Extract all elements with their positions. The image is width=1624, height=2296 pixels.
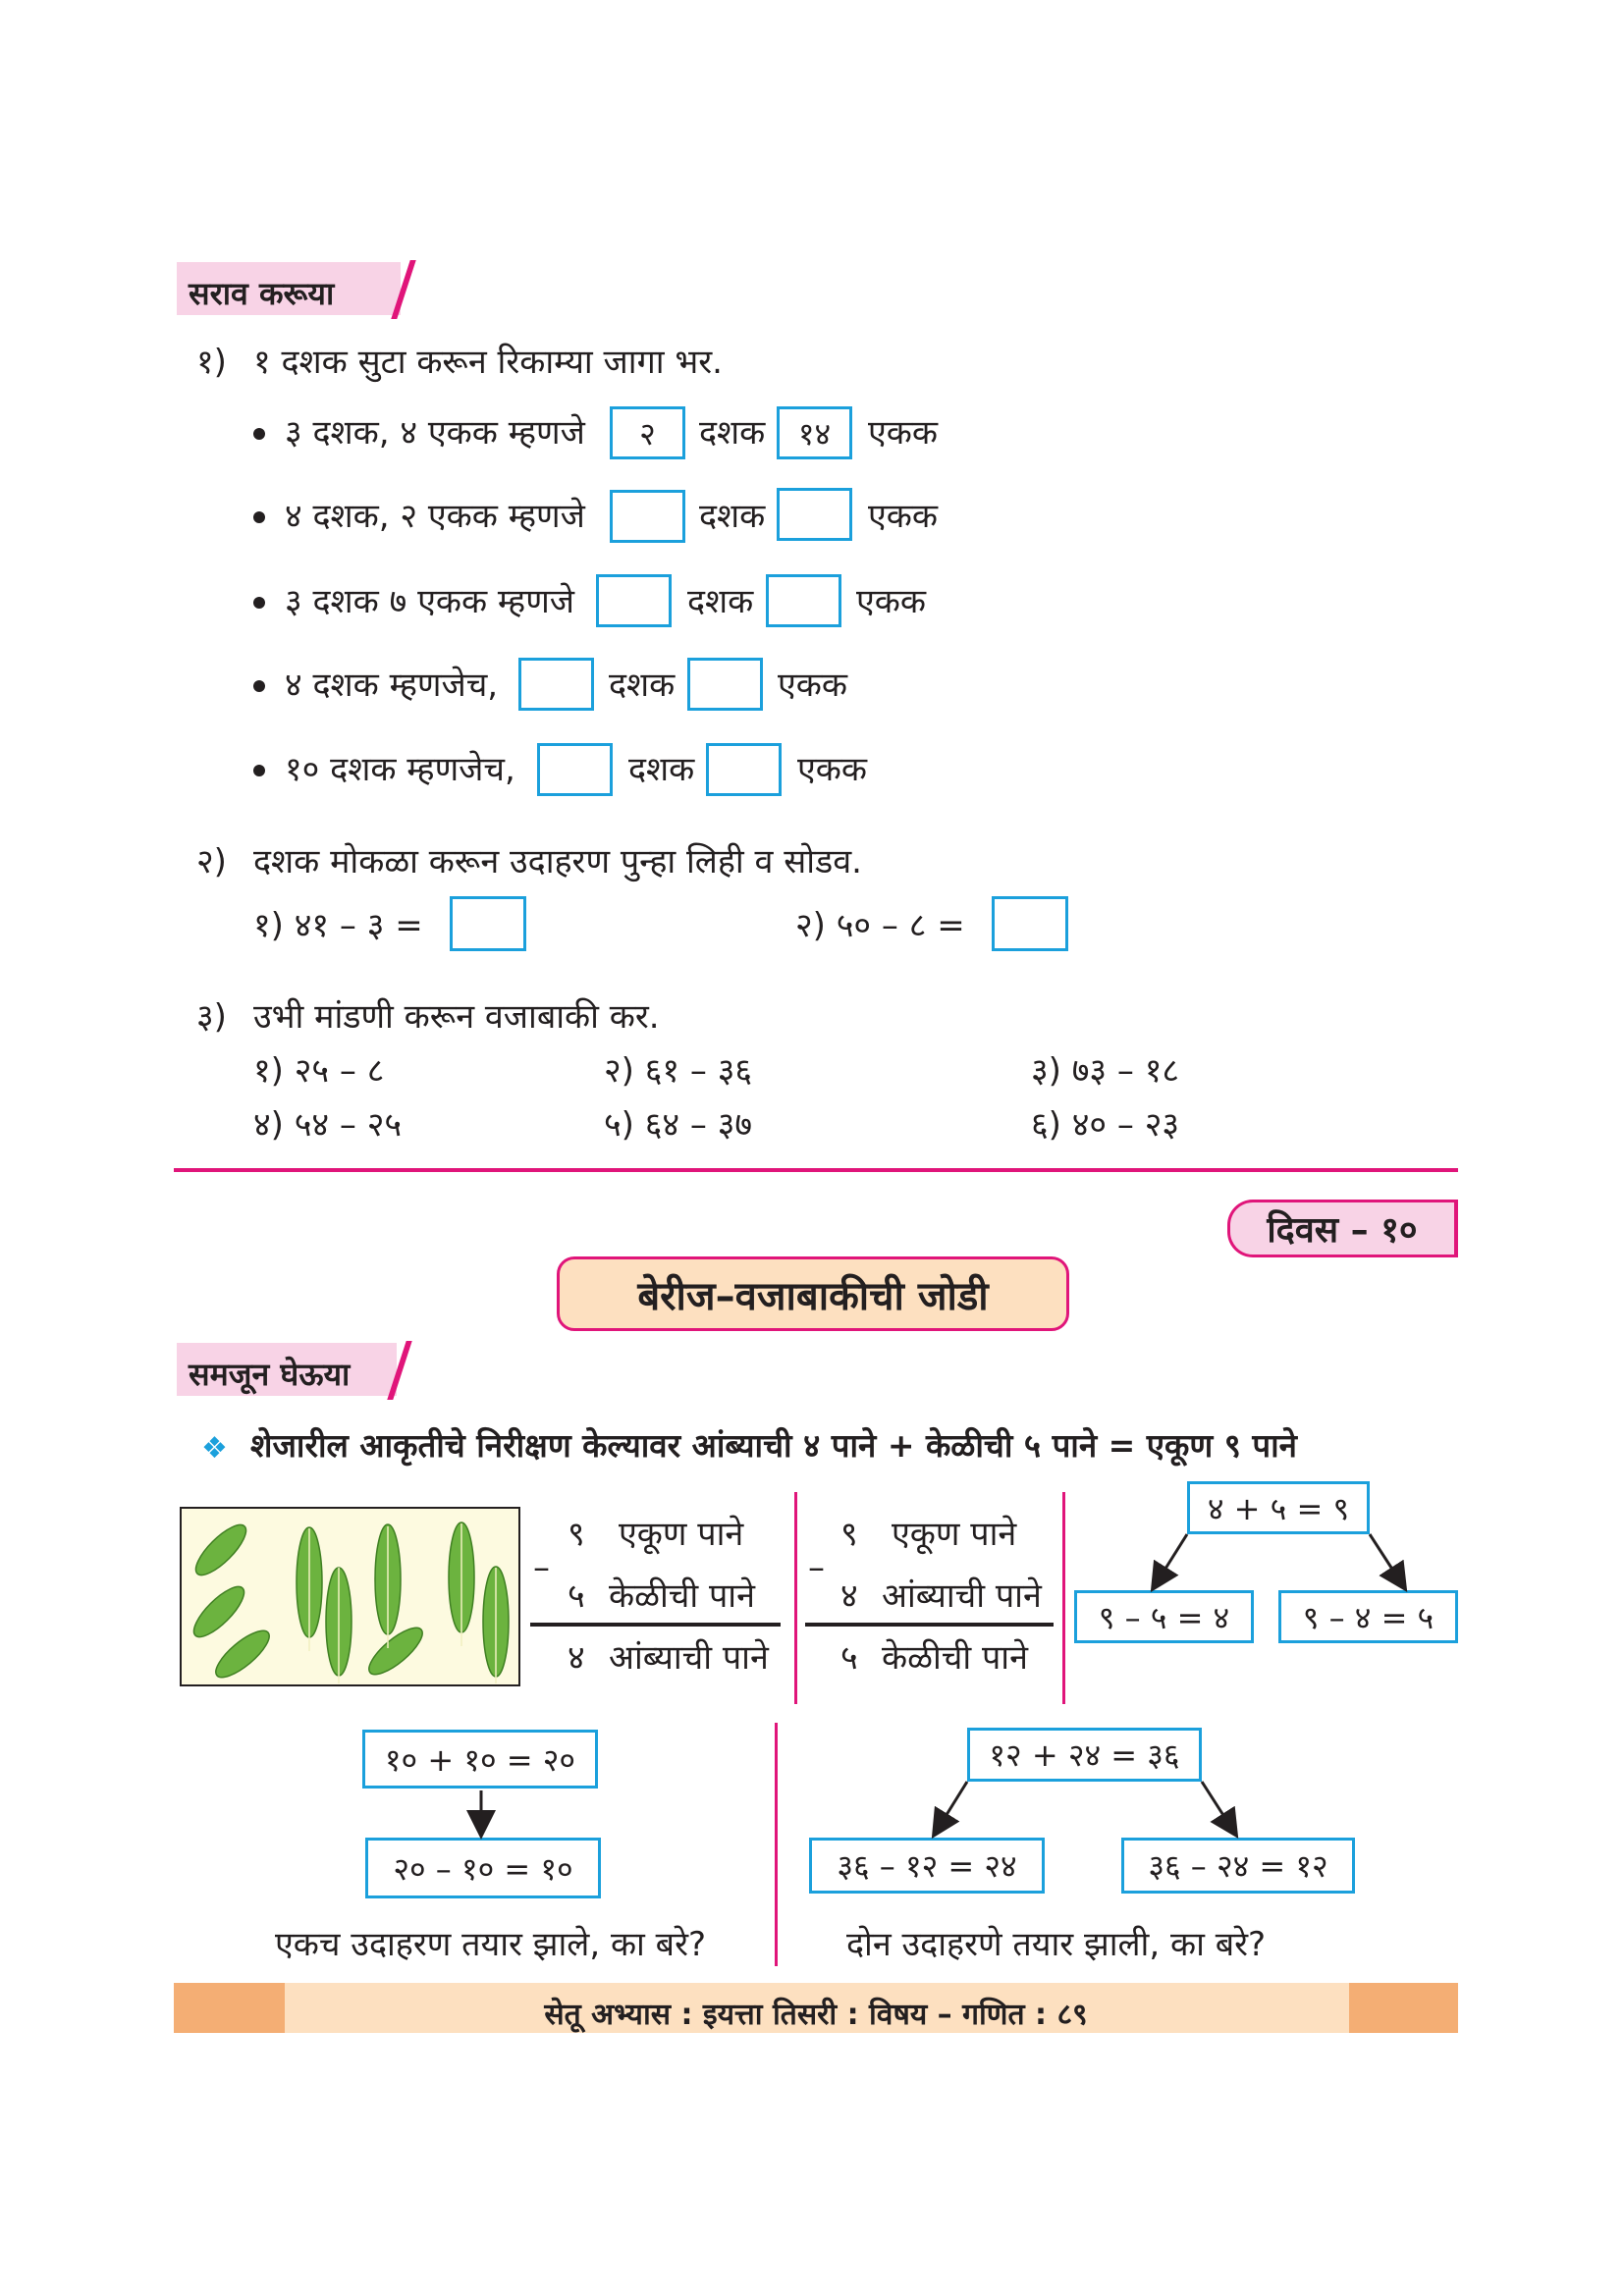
row-lead: १० दशक म्हणजेच, bbox=[285, 750, 515, 789]
tree2-top-box: १० + १० = २० bbox=[362, 1730, 598, 1789]
day-badge-label: दिवस – १० bbox=[1267, 1210, 1418, 1251]
minus-sign: – bbox=[533, 1548, 550, 1587]
understand-tag-label: समजून घेऊया bbox=[189, 1356, 351, 1393]
row-lead: ४ दशक, २ एकक म्हणजे bbox=[285, 497, 585, 536]
calc-number: ५ bbox=[840, 1638, 858, 1678]
calc-label: केळीची पाने bbox=[609, 1576, 755, 1616]
q3-label: ३) bbox=[196, 997, 227, 1037]
calc-label: केळीची पाने bbox=[882, 1638, 1028, 1678]
row-lead: ३ दशक, ४ एकक म्हणजे bbox=[285, 413, 585, 453]
row-lead: ४ दशक म्हणजेच, bbox=[285, 666, 499, 705]
q3-item: ४) ५४ – २५ bbox=[253, 1105, 403, 1145]
calc-number: ४ bbox=[840, 1576, 858, 1616]
calc-number: ९ bbox=[568, 1515, 585, 1554]
q2-item: १) ४१ – ३ = bbox=[253, 906, 423, 945]
calc-number: ९ bbox=[840, 1515, 858, 1554]
tree3-top-box: १२ + २४ = ३६ bbox=[967, 1728, 1202, 1782]
tens-label: दशक bbox=[628, 750, 695, 789]
arrow-icon bbox=[1202, 1782, 1235, 1834]
q1-text: १ दशक सुटा करून रिकाम्या जागा भर. bbox=[253, 343, 723, 382]
q3-text: उभी मांडणी करून वजाबाकी कर. bbox=[253, 997, 660, 1037]
units-label: एकक bbox=[868, 413, 939, 453]
minus-sign: – bbox=[808, 1548, 825, 1587]
q3-item: ६) ४० – २३ bbox=[1031, 1105, 1180, 1145]
calc-label: आंब्याची पाने bbox=[882, 1576, 1042, 1616]
diamond-bullet-icon: ❖ bbox=[201, 1431, 228, 1466]
tree1-right-box: ९ – ४ = ५ bbox=[1278, 1590, 1458, 1643]
calc-label: एकूण पाने bbox=[892, 1515, 1017, 1554]
q3-item: ५) ६४ – ३७ bbox=[604, 1105, 753, 1145]
q2-text: दशक मोकळा करून उदाहरण पुन्हा लिही व सोडव. bbox=[253, 842, 862, 881]
tree1-left-box: ९ – ५ = ४ bbox=[1074, 1590, 1254, 1643]
tree3-question: दोन उदाहरणे तयार झाली, का बरे? bbox=[846, 1925, 1267, 1964]
calc-label: एकूण पाने bbox=[619, 1515, 744, 1554]
calc-number: ४ bbox=[568, 1638, 585, 1678]
units-label: एकक bbox=[797, 750, 868, 789]
units-label: एकक bbox=[868, 497, 939, 536]
units-label: एकक bbox=[856, 582, 927, 621]
statement: शेजारील आकृतीचे निरीक्षण केल्यावर आंब्याची ४ पाने + केळीची ५ पाने = एकूण ९ पाने bbox=[250, 1426, 1297, 1465]
arrow-icon bbox=[1154, 1534, 1187, 1587]
calc-number: ५ bbox=[568, 1576, 585, 1616]
tree2-bottom-box: २० – १० = १० bbox=[365, 1838, 601, 1898]
units-input[interactable]: १४ bbox=[777, 406, 852, 459]
q3-item: २) ६१ – ३६ bbox=[604, 1051, 753, 1091]
tens-label: दशक bbox=[609, 666, 676, 705]
q2-label: २) bbox=[196, 842, 227, 881]
tens-input[interactable]: २ bbox=[610, 406, 685, 459]
tree1-top-box: ४ + ५ = ९ bbox=[1187, 1481, 1370, 1534]
arrow-icon bbox=[1370, 1534, 1404, 1587]
footer-text: सेतू अभ्यास : इयत्ता तिसरी : विषय – गणित : ८९ bbox=[544, 1998, 1088, 2032]
tree3-left-box: ३६ – १२ = २४ bbox=[809, 1838, 1045, 1894]
lesson-title: बेरीज–वजाबाकीची जोडी bbox=[637, 1273, 989, 1319]
q2-item: २) ५० – ८ = bbox=[795, 906, 965, 945]
row-lead: ३ दशक ७ एकक म्हणजे bbox=[285, 582, 575, 621]
footer-bar bbox=[174, 1983, 1458, 2033]
arrow-icon bbox=[935, 1782, 967, 1834]
q3-item: १) २५ – ८ bbox=[253, 1051, 385, 1091]
tree3-right-box: ३६ – २४ = १२ bbox=[1121, 1838, 1355, 1894]
q1-label: १) bbox=[196, 343, 227, 382]
units-label: एकक bbox=[778, 666, 848, 705]
q3-item: ३) ७३ – १८ bbox=[1031, 1051, 1180, 1091]
tens-label: दशक bbox=[687, 582, 754, 621]
tree2-question: एकच उदाहरण तयार झाले, का बरे? bbox=[275, 1925, 707, 1964]
calc-label: आंब्याची पाने bbox=[609, 1638, 769, 1678]
tens-label: दशक bbox=[699, 413, 766, 453]
tens-label: दशक bbox=[699, 497, 766, 536]
practice-tag-label: सराव करूया bbox=[189, 275, 335, 312]
